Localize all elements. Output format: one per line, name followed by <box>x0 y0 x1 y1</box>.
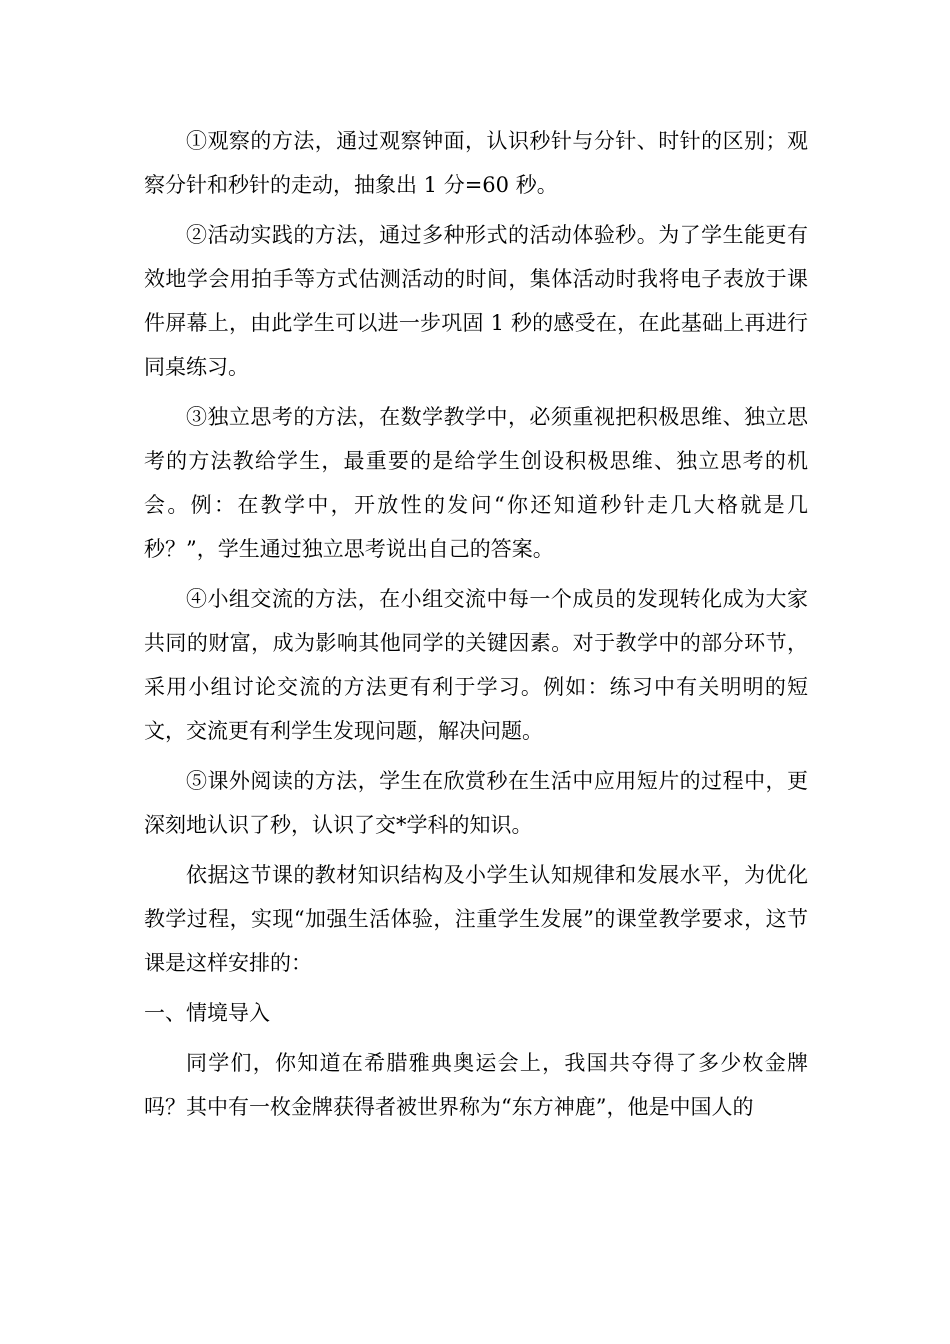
paragraph-scenario-intro: 同学们，你知道在希腊雅典奥运会上，我国共夺得了多少枚金牌吗？其中有一枚金牌获得者被世界称为“东方神鹿”，他是中国人的 <box>144 1051 808 1119</box>
paragraph-lesson-arrangement: 依据这节课的教材知识结构及小学生认知规律和发展水平，为优化教学过程，实现“加强生活体验，注重学生发展”的课堂教学要求，这节课是这样安排的： <box>144 863 808 975</box>
section-heading: 一、情境导入 <box>144 1001 270 1025</box>
paragraph-observation-method: ①观察的方法，通过观察钟面，认识秒针与分针、时针的区别；观察分针和秒针的走动，抽象出 1 分=60 秒。 <box>144 129 808 197</box>
paragraph-group-discussion-method: ④小组交流的方法，在小组交流中每一个成员的发现转化成为大家共同的财富，成为影响其他同学的关键因素。对于教学中的部分环节，采用小组讨论交流的方法更有利于学习。例如：练习中有关明明的短文，交流更有利学生发现问题，解决问题。 <box>144 587 808 743</box>
paragraph-activity-practice-method: ②活动实践的方法，通过多种形式的活动体验秒。为了学生能更有效地学会用拍手等方式估测活动的时间，集体活动时我将电子表放于课件屏幕上，由此学生可以进一步巩固 1 秒的感受在，在此基础上再进行同桌练习。 <box>144 223 808 379</box>
paragraph-independent-thinking-method: ③独立思考的方法，在数学教学中，必须重视把积极思维、独立思考的方法教给学生，最重要的是给学生创设积极思维、独立思考的机会。例：在教学中，开放性的发问“你还知道秒针走几大格就是几秒？”，学生通过独立思考说出自己的答案。 <box>144 405 808 561</box>
document-page <box>144 119 808 1135</box>
paragraph-extracurricular-reading-method: ⑤课外阅读的方法，学生在欣赏秒在生活中应用短片的过程中，更深刻地认识了秒，认识了交*学科的知识。 <box>144 769 808 837</box>
